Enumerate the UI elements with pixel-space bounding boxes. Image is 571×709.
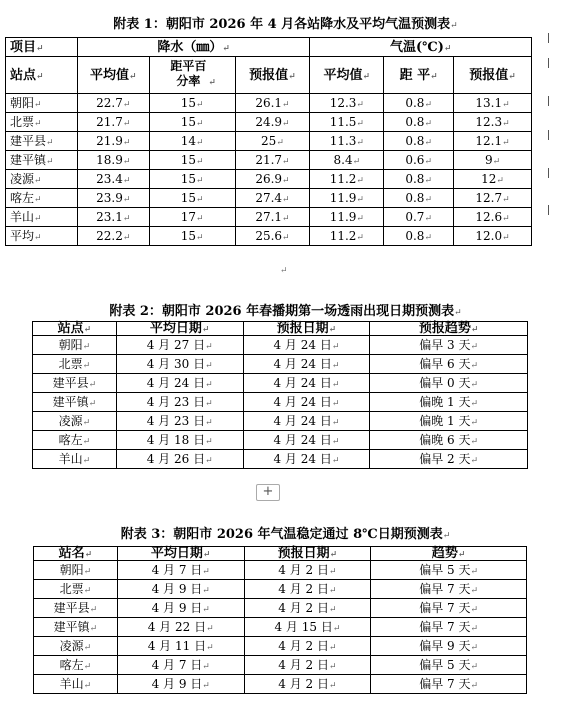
value-cell: 17↵	[149, 208, 235, 227]
value-cell: 0.6↵	[384, 151, 454, 170]
column-header: 趋势↵	[371, 547, 527, 561]
value-cell: 偏早 7 天↵	[371, 599, 527, 618]
margin-bracket	[543, 130, 549, 140]
value-cell: 4 月 24 日↵	[243, 374, 370, 393]
station-cell: 平均↵	[6, 227, 78, 246]
value-cell: 23.4↵	[77, 170, 149, 189]
margin-bracket	[543, 96, 549, 106]
value-cell: 4 月 15 日↵	[244, 618, 371, 637]
column-header: 预报趋势↵	[370, 322, 528, 336]
margin-bracket	[543, 58, 549, 68]
value-cell: 18.9↵	[77, 151, 149, 170]
value-cell: 偏晚 1 天↵	[370, 393, 528, 412]
value-cell: 4 月 22 日↵	[117, 618, 244, 637]
value-cell: 26.1↵	[235, 94, 310, 113]
station-cell: 羊山↵	[6, 208, 78, 227]
station-cell: 羊山↵	[33, 450, 117, 469]
value-cell: 11.3↵	[310, 132, 384, 151]
value-cell: 12.1↵	[454, 132, 532, 151]
temp-date-table	[33, 546, 527, 694]
value-cell: 4 月 23 日↵	[116, 412, 243, 431]
value-cell: 偏早 5 天↵	[371, 656, 527, 675]
station-cell: 北票↵	[34, 580, 118, 599]
value-cell: 偏早 7 天↵	[371, 580, 527, 599]
column-header: 平均日期↵	[117, 547, 244, 561]
station-cell: 凌源↵	[6, 170, 78, 189]
header-item: 项目↵	[6, 38, 78, 57]
station-cell: 朝阳↵	[34, 561, 118, 580]
value-cell: 11.5↵	[310, 113, 384, 132]
table-row	[6, 132, 532, 151]
value-cell: 23.9↵	[77, 189, 149, 208]
value-cell: 11.2↵	[310, 170, 384, 189]
column-header: 预报日期↵	[244, 547, 371, 561]
table2-title: 附表 2：朝阳市 2026 年春播期第一场透雨出现日期预测表↵	[109, 304, 462, 319]
value-cell: 25↵	[235, 132, 310, 151]
table-row	[6, 113, 532, 132]
station-cell: 凌源↵	[34, 637, 118, 656]
value-cell: 21.7↵	[235, 151, 310, 170]
value-cell: 4 月 2 日↵	[244, 561, 371, 580]
rain-date-table	[32, 321, 528, 469]
sub-avg: 平均值↵	[77, 57, 149, 94]
value-cell: 11.9↵	[310, 208, 384, 227]
value-cell: 27.1↵	[235, 208, 310, 227]
table3-title: 附表 3：朝阳市 2026 年气温稳定通过 8℃日期预测表↵	[120, 527, 451, 542]
value-cell: 26.9↵	[235, 170, 310, 189]
sub-forecast: 预报值↵	[235, 57, 310, 94]
value-cell: 15↵	[149, 94, 235, 113]
value-cell: 偏早 5 天↵	[371, 561, 527, 580]
value-cell: 8.4↵	[310, 151, 384, 170]
table-row	[33, 355, 528, 374]
station-cell: 朝阳↵	[6, 94, 78, 113]
paragraph-mark: ↵	[450, 21, 458, 31]
column-header: 站点↵	[33, 322, 117, 336]
value-cell: 偏晚 1 天↵	[370, 412, 528, 431]
value-cell: 21.9↵	[77, 132, 149, 151]
value-cell: 15↵	[149, 227, 235, 246]
value-cell: 25.6↵	[235, 227, 310, 246]
station-cell: 建平县↵	[33, 374, 117, 393]
value-cell: 11.9↵	[310, 189, 384, 208]
column-header: 平均日期↵	[116, 322, 243, 336]
value-cell: 12.0↵	[454, 227, 532, 246]
column-header: 预报日期↵	[243, 322, 370, 336]
value-cell: 4 月 2 日↵	[244, 599, 371, 618]
value-cell: 12.7↵	[454, 189, 532, 208]
value-cell: 22.7↵	[77, 94, 149, 113]
value-cell: 4 月 24 日↵	[243, 336, 370, 355]
table-row	[33, 450, 528, 469]
value-cell: 4 月 24 日↵	[243, 355, 370, 374]
value-cell: 9↵	[454, 151, 532, 170]
value-cell: 4 月 2 日↵	[244, 656, 371, 675]
value-cell: 偏早 7 天↵	[371, 618, 527, 637]
table-row	[33, 393, 528, 412]
value-cell: 4 月 30 日↵	[116, 355, 243, 374]
value-cell: 4 月 24 日↵	[243, 393, 370, 412]
station-cell: 喀左↵	[33, 431, 117, 450]
sub-temp-anomaly: 距 平↵	[384, 57, 454, 94]
table-row	[33, 431, 528, 450]
sub-station: 站点↵	[6, 57, 78, 94]
table-row	[34, 675, 527, 694]
value-cell: 4 月 18 日↵	[116, 431, 243, 450]
value-cell: 4 月 2 日↵	[244, 580, 371, 599]
value-cell: 4 月 9 日↵	[117, 599, 244, 618]
station-cell: 北票↵	[6, 113, 78, 132]
value-cell: 偏早 6 天↵	[370, 355, 528, 374]
value-cell: 偏早 9 天↵	[371, 637, 527, 656]
table-row	[6, 151, 532, 170]
value-cell: 0.8↵	[384, 94, 454, 113]
station-cell: 建平镇↵	[6, 151, 78, 170]
value-cell: 偏早 2 天↵	[370, 450, 528, 469]
station-cell: 北票↵	[33, 355, 117, 374]
value-cell: 0.8↵	[384, 227, 454, 246]
value-cell: 0.7↵	[384, 208, 454, 227]
value-cell: 11.2↵	[310, 227, 384, 246]
value-cell: 偏晚 6 天↵	[370, 431, 528, 450]
station-cell: 羊山↵	[34, 675, 118, 694]
value-cell: 0.8↵	[384, 113, 454, 132]
table-row	[33, 336, 528, 355]
margin-bracket	[543, 33, 549, 43]
value-cell: 21.7↵	[77, 113, 149, 132]
sub-temp-avg: 平均值↵	[310, 57, 384, 94]
station-cell: 朝阳↵	[33, 336, 117, 355]
table1-title: 附表 1：朝阳市 2026 年 4 月各站降水及平均气温预测表↵	[113, 17, 458, 32]
value-cell: 23.1↵	[77, 208, 149, 227]
value-cell: 4 月 24 日↵	[116, 374, 243, 393]
header-temp: 气温(℃)↵	[310, 38, 532, 57]
station-cell: 建平镇↵	[34, 618, 118, 637]
column-header: 站名↵	[34, 547, 118, 561]
margin-bracket	[543, 168, 549, 178]
value-cell: 12.3↵	[310, 94, 384, 113]
value-cell: 15↵	[149, 170, 235, 189]
value-cell: 0.8↵	[384, 170, 454, 189]
table-row	[34, 599, 527, 618]
value-cell: 22.2↵	[77, 227, 149, 246]
value-cell: 偏早 0 天↵	[370, 374, 528, 393]
table-row	[33, 374, 528, 393]
value-cell: 4 月 2 日↵	[244, 675, 371, 694]
value-cell: 4 月 7 日↵	[117, 561, 244, 580]
value-cell: 15↵	[149, 113, 235, 132]
table-row	[6, 170, 532, 189]
value-cell: 4 月 9 日↵	[117, 580, 244, 599]
value-cell: 4 月 27 日↵	[116, 336, 243, 355]
value-cell: 4 月 24 日↵	[243, 450, 370, 469]
value-cell: 4 月 26 日↵	[116, 450, 243, 469]
table-row	[34, 618, 527, 637]
table-row	[34, 637, 527, 656]
value-cell: 4 月 23 日↵	[116, 393, 243, 412]
table-row	[6, 227, 532, 246]
value-cell: 12↵	[454, 170, 532, 189]
table-row	[34, 656, 527, 675]
value-cell: 偏早 3 天↵	[370, 336, 528, 355]
sub-anomaly-pct: 距平百分率 ↵	[149, 57, 235, 94]
table-row	[34, 580, 527, 599]
table-row	[6, 208, 532, 227]
value-cell: 15↵	[149, 151, 235, 170]
value-cell: 4 月 9 日↵	[117, 675, 244, 694]
value-cell: 4 月 7 日↵	[117, 656, 244, 675]
station-cell: 喀左↵	[6, 189, 78, 208]
paragraph-mark: ↵	[280, 266, 288, 276]
value-cell: 13.1↵	[454, 94, 532, 113]
sub-temp-forecast: 预报值↵	[454, 57, 532, 94]
header-precip: 降水（㎜）↵	[77, 38, 310, 57]
station-cell: 喀左↵	[34, 656, 118, 675]
value-cell: 15↵	[149, 189, 235, 208]
value-cell: 14↵	[149, 132, 235, 151]
table-row	[34, 561, 527, 580]
value-cell: 12.6↵	[454, 208, 532, 227]
station-cell: 凌源↵	[33, 412, 117, 431]
station-cell: 建平县↵	[34, 599, 118, 618]
add-row-button[interactable]: +	[256, 484, 280, 501]
value-cell: 4 月 24 日↵	[243, 412, 370, 431]
value-cell: 24.9↵	[235, 113, 310, 132]
precip-temp-table	[5, 37, 532, 246]
value-cell: 0.8↵	[384, 132, 454, 151]
value-cell: 0.8↵	[384, 189, 454, 208]
station-cell: 建平县↵	[6, 132, 78, 151]
value-cell: 4 月 24 日↵	[243, 431, 370, 450]
table-row	[6, 189, 532, 208]
table-row	[6, 94, 532, 113]
value-cell: 4 月 2 日↵	[244, 637, 371, 656]
station-cell: 建平镇↵	[33, 393, 117, 412]
value-cell: 12.3↵	[454, 113, 532, 132]
value-cell: 27.4↵	[235, 189, 310, 208]
margin-bracket	[543, 205, 549, 215]
value-cell: 偏早 7 天↵	[371, 675, 527, 694]
value-cell: 4 月 11 日↵	[117, 637, 244, 656]
table-row	[33, 412, 528, 431]
